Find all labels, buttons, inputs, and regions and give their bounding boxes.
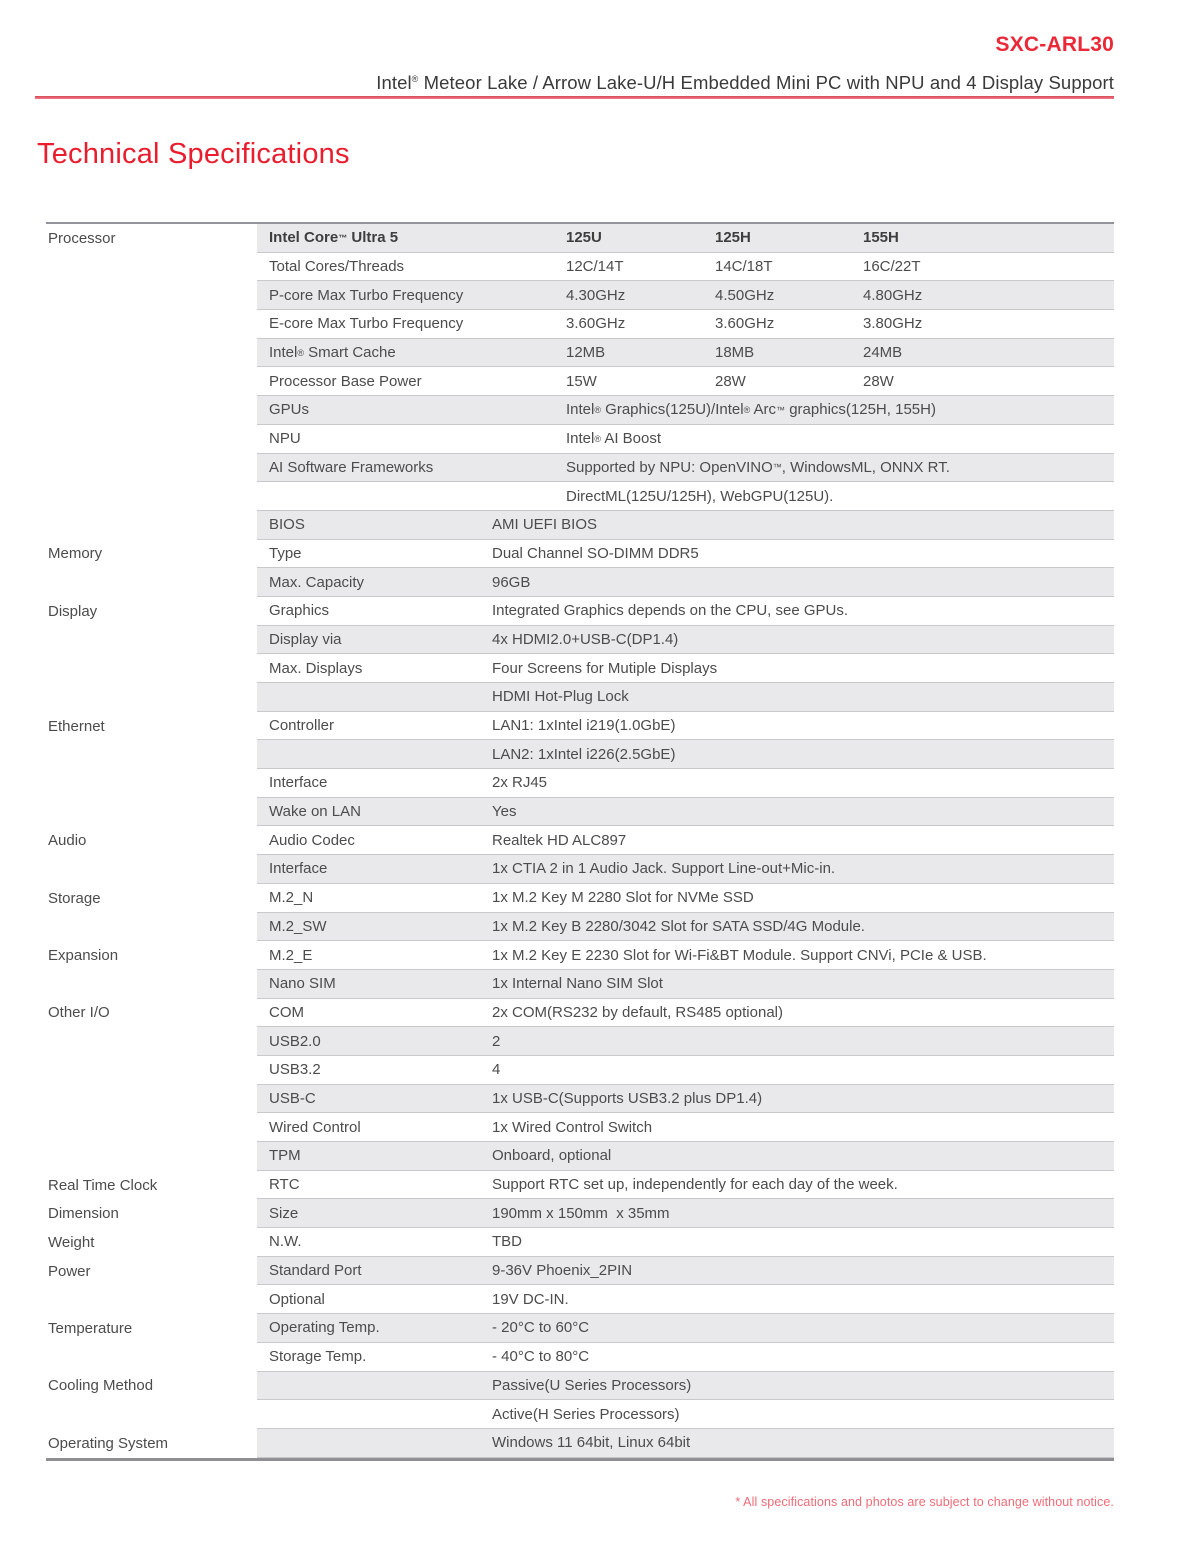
spec-row <box>46 396 1114 425</box>
row-cols <box>257 253 1114 281</box>
row-value: Active(H Series Processors) <box>492 1405 680 1423</box>
spec-row <box>46 654 1114 683</box>
row-value: LAN2: 1xIntel i226(2.5GbE) <box>492 745 676 763</box>
row-sub-label: USB3.2 <box>269 1061 321 1079</box>
row-sub-label: E-core Max Turbo Frequency <box>269 315 464 333</box>
footer-note: * All specifications and photos are subject to change without notice. <box>735 1495 1114 1509</box>
row-sub-label: BIOS <box>269 516 305 534</box>
row-cols <box>257 281 1114 309</box>
row-sub-label: USB2.0 <box>269 1032 321 1050</box>
spec-row <box>46 970 1114 999</box>
row-band <box>257 425 1114 454</box>
row-value: - 20°C to 60°C <box>492 1319 590 1337</box>
row-sub-label: NPU <box>269 430 301 448</box>
spec-row <box>46 798 1114 827</box>
spec-row <box>46 913 1114 942</box>
spec-row <box>46 826 1114 855</box>
row-band <box>257 884 1114 913</box>
row-sub-label: Display via <box>269 630 342 648</box>
row-value: 4x HDMI2.0+USB-C(DP1.4) <box>492 630 679 648</box>
row-col-value: 24MB <box>863 344 903 362</box>
row-sub-label: Audio Codec <box>269 831 355 849</box>
row-cols <box>257 339 1114 367</box>
row-band <box>257 999 1114 1028</box>
row-value: HDMI Hot-Plug Lock <box>492 688 629 706</box>
row-band <box>257 1429 1114 1458</box>
spec-row <box>46 1400 1114 1429</box>
row-band <box>257 970 1114 999</box>
row-value: 4 <box>492 1061 501 1079</box>
section-label: Processor <box>48 229 116 247</box>
row-band <box>257 769 1114 798</box>
row-value: 2 <box>492 1032 501 1050</box>
row-value: Support RTC set up, independently for each day of the week. <box>492 1176 898 1194</box>
row-band <box>257 540 1114 569</box>
row-band <box>257 740 1114 769</box>
header-divider <box>35 96 1114 99</box>
spec-row <box>46 1228 1114 1257</box>
row-band <box>257 941 1114 970</box>
row-band <box>257 1142 1114 1171</box>
section-label: Real Time Clock <box>48 1176 158 1194</box>
row-value: Onboard, optional <box>492 1147 612 1165</box>
row-col-value: 12C/14T <box>566 258 624 276</box>
spec-row <box>46 884 1114 913</box>
row-cols <box>257 224 1114 252</box>
row-band <box>257 826 1114 855</box>
row-band <box>257 1113 1114 1142</box>
row-sub-label: COM <box>269 1003 304 1021</box>
row-sub-label: N.W. <box>269 1233 302 1251</box>
row-band <box>257 253 1114 282</box>
row-cols <box>257 367 1114 395</box>
spec-row <box>46 740 1114 769</box>
row-band <box>257 224 1114 253</box>
row-value: DirectML(125U/125H), WebGPU(125U). <box>566 487 834 505</box>
row-band <box>257 1400 1114 1429</box>
spec-row <box>46 281 1114 310</box>
row-band <box>257 511 1114 540</box>
row-band <box>257 454 1114 483</box>
spec-row <box>46 1314 1114 1343</box>
spec-row <box>46 425 1114 454</box>
row-sub-label: M.2_SW <box>269 917 327 935</box>
row-value: Yes <box>492 803 517 821</box>
section-label: Cooling Method <box>48 1377 154 1395</box>
row-col-value: 4.80GHz <box>863 286 923 304</box>
row-value: Integrated Graphics depends on the CPU, see GPUs. <box>492 602 849 620</box>
spec-row <box>46 1113 1114 1142</box>
row-sub-label: Processor Base Power <box>269 372 422 390</box>
section-label: Other I/O <box>48 1004 110 1022</box>
row-sub-label: Interface <box>269 860 328 878</box>
row-band <box>257 281 1114 310</box>
row-col-value: 28W <box>863 372 894 390</box>
row-value: Realtek HD ALC897 <box>492 831 627 849</box>
row-sub-label: M.2_E <box>269 946 313 964</box>
row-value: 190mm x 150mm x 35mm <box>492 1204 670 1222</box>
row-value: Four Screens for Mutiple Displays <box>492 659 718 677</box>
row-value: LAN1: 1xIntel i219(1.0GbE) <box>492 717 676 735</box>
row-col-value: 16C/22T <box>863 258 921 276</box>
row-sub-label: P-core Max Turbo Frequency <box>269 286 464 304</box>
section-label: Dimension <box>48 1205 119 1223</box>
spec-row <box>46 1429 1114 1458</box>
row-sub-label: Type <box>269 544 302 562</box>
spec-row <box>46 224 1114 253</box>
spec-row <box>46 540 1114 569</box>
row-band <box>257 1228 1114 1257</box>
row-value: 1x M.2 Key B 2280/3042 Slot for SATA SSD/4G Module. <box>492 917 865 935</box>
row-sub-label: Max. Capacity <box>269 573 365 591</box>
spec-row <box>46 769 1114 798</box>
row-band <box>257 1085 1114 1114</box>
section-label: Temperature <box>48 1319 133 1337</box>
row-value: - 40°C to 80°C <box>492 1348 590 1366</box>
row-sub-label: Interface <box>269 774 328 792</box>
row-sub-label: Wake on LAN <box>269 803 361 821</box>
row-sub-label: Total Cores/Threads <box>269 258 405 276</box>
section-label: Storage <box>48 889 101 907</box>
spec-row <box>46 1285 1114 1314</box>
row-value: 96GB <box>492 573 531 591</box>
row-value: 1x USB-C(Supports USB3.2 plus DP1.4) <box>492 1089 763 1107</box>
row-band <box>257 855 1114 884</box>
row-band <box>257 310 1114 339</box>
row-col-value: 28W <box>715 372 746 390</box>
row-sub-label: TPM <box>269 1147 301 1165</box>
row-value: Passive(U Series Processors) <box>492 1376 692 1394</box>
row-band <box>257 1372 1114 1401</box>
spec-row <box>46 597 1114 626</box>
row-col-value: 18MB <box>715 344 755 362</box>
row-sub-label: M.2_N <box>269 889 314 907</box>
row-sub-label: Size <box>269 1204 299 1222</box>
row-band <box>257 626 1114 655</box>
row-band <box>257 712 1114 741</box>
spec-row <box>46 1056 1114 1085</box>
row-col-value: 155H <box>863 229 899 247</box>
row-sub-label: Intel ® Smart Cache <box>269 344 396 362</box>
spec-row <box>46 683 1114 712</box>
spec-row <box>46 855 1114 884</box>
row-col-value: 12MB <box>566 344 606 362</box>
row-band <box>257 798 1114 827</box>
row-value: 1x CTIA 2 in 1 Audio Jack. Support Line-out+Mic-in. <box>492 860 836 878</box>
row-band <box>257 1343 1114 1372</box>
row-col-value: 14C/18T <box>715 258 773 276</box>
spec-row <box>46 999 1114 1028</box>
spec-row <box>46 367 1114 396</box>
row-band <box>257 1171 1114 1200</box>
row-col-value: 3.60GHz <box>566 315 626 333</box>
spec-row <box>46 511 1114 540</box>
row-value: 1x M.2 Key M 2280 Slot for NVMe SSD <box>492 889 754 907</box>
row-sub-label: Controller <box>269 717 335 735</box>
row-band <box>257 913 1114 942</box>
row-value: 2x COM(RS232 by default, RS485 optional) <box>492 1003 783 1021</box>
section-label: Display <box>48 602 98 620</box>
row-sub-label: Standard Port <box>269 1262 362 1280</box>
row-sub-label: Storage Temp. <box>269 1348 367 1366</box>
row-band <box>257 1285 1114 1314</box>
row-value: 1x Internal Nano SIM Slot <box>492 975 663 993</box>
spec-row <box>46 1372 1114 1401</box>
row-sub-label: RTC <box>269 1176 300 1194</box>
spec-row <box>46 1027 1114 1056</box>
spec-row <box>46 454 1114 483</box>
row-band <box>257 482 1114 511</box>
row-value: TBD <box>492 1233 522 1251</box>
section-label: Power <box>48 1262 91 1280</box>
section-label: Memory <box>48 545 103 563</box>
row-col-value: 3.60GHz <box>715 315 775 333</box>
row-band <box>257 654 1114 683</box>
spec-row <box>46 253 1114 282</box>
spec-row <box>46 310 1114 339</box>
row-band <box>257 1314 1114 1343</box>
spec-row <box>46 941 1114 970</box>
row-col-value: 4.30GHz <box>566 286 626 304</box>
row-band <box>257 568 1114 597</box>
spec-row <box>46 568 1114 597</box>
row-sub-label: Optional <box>269 1290 325 1308</box>
row-sub-label: Nano SIM <box>269 975 336 993</box>
row-value: Dual Channel SO-DIMM DDR5 <box>492 544 699 562</box>
row-value: 19V DC-IN. <box>492 1290 569 1308</box>
spec-row <box>46 712 1114 741</box>
row-value: Windows 11 64bit, Linux 64bit <box>492 1434 691 1452</box>
product-subtitle: Intel® Meteor Lake / Arrow Lake-U/H Embedded Mini PC with NPU and 4 Display Support <box>376 72 1114 93</box>
row-sub-label: Wired Control <box>269 1118 361 1136</box>
section-label: Operating System <box>48 1434 169 1452</box>
row-value: Intel ® AI Boost <box>566 430 662 448</box>
row-sub-label: AI Software Frameworks <box>269 458 434 476</box>
row-sub-label: Intel Core ™ Ultra 5 <box>269 229 399 247</box>
row-sub-label: GPUs <box>269 401 310 419</box>
row-col-value: 3.80GHz <box>863 315 923 333</box>
row-col-value: 125U <box>566 229 602 247</box>
spec-row <box>46 626 1114 655</box>
spec-row <box>46 482 1114 511</box>
spec-row <box>46 1257 1114 1286</box>
row-sub-label: Graphics <box>269 602 330 620</box>
row-band <box>257 1257 1114 1286</box>
section-label: Weight <box>48 1233 95 1251</box>
row-col-value: 125H <box>715 229 751 247</box>
section-label: Expansion <box>48 947 119 965</box>
row-sub-label: USB-C <box>269 1089 316 1107</box>
spec-row <box>46 1085 1114 1114</box>
row-band <box>257 683 1114 712</box>
row-value: 1x Wired Control Switch <box>492 1118 653 1136</box>
row-band <box>257 339 1114 368</box>
row-cols <box>257 310 1114 338</box>
row-value: 2x RJ45 <box>492 774 548 792</box>
row-sub-label: Max. Displays <box>269 659 363 677</box>
product-model: SXC-ARL30 <box>995 33 1114 56</box>
row-value: 1x M.2 Key E 2230 Slot for Wi-Fi&BT Module. Support CNVi, PCIe & USB. <box>492 946 987 964</box>
spec-row <box>46 1171 1114 1200</box>
row-value: AMI UEFI BIOS <box>492 516 598 534</box>
section-label: Ethernet <box>48 717 105 735</box>
row-band <box>257 1199 1114 1228</box>
row-col-value: 15W <box>566 372 597 390</box>
spec-table <box>46 222 1114 1461</box>
row-sub-label: Operating Temp. <box>269 1319 380 1337</box>
section-label: Audio <box>48 832 87 850</box>
row-value: Supported by NPU: OpenVINO ™ , WindowsML, ONNX RT. <box>566 458 950 476</box>
spec-row <box>46 1343 1114 1372</box>
row-band <box>257 367 1114 396</box>
row-value: 9-36V Phoenix_2PIN <box>492 1262 633 1280</box>
page-title: Technical Specifications <box>37 138 350 170</box>
spec-row <box>46 339 1114 368</box>
row-band <box>257 597 1114 626</box>
spec-row <box>46 1142 1114 1171</box>
spec-row <box>46 1199 1114 1228</box>
row-band <box>257 1056 1114 1085</box>
row-col-value: 4.50GHz <box>715 286 775 304</box>
row-value: Intel ® Graphics(125U)/Intel ® Arc ™ graphics(125H, 155H) <box>566 401 936 419</box>
row-band <box>257 1027 1114 1056</box>
row-band <box>257 396 1114 425</box>
